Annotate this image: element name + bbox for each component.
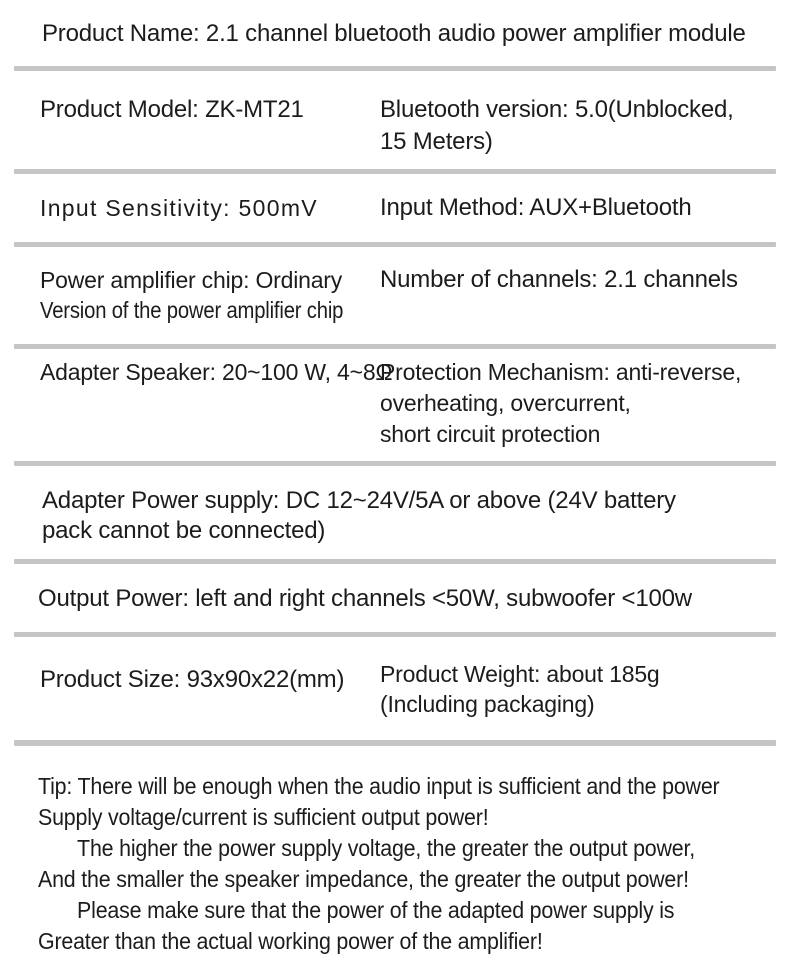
product-weight-line1: Product Weight: about 185g xyxy=(380,661,660,687)
cell-input-sensitivity xyxy=(40,174,318,224)
row-product-name xyxy=(0,0,790,66)
input-sensitivity-text: Input Sensitivity: 500mV xyxy=(40,195,318,221)
tip-line1: Tip: There will be enough when the audio input is sufficient and the power xyxy=(38,773,720,799)
output-power-text: Output Power: left and right channels <50W, subwoofer <100w xyxy=(38,584,692,612)
bluetooth-version-line1: Bluetooth version: 5.0(Unblocked, xyxy=(380,96,734,123)
power-supply-line2: pack cannot be connected) xyxy=(42,517,326,544)
cell-protection-mechanism xyxy=(380,349,741,450)
adapter-speaker-text: Adapter Speaker: 20~100 W, 4~8Ω xyxy=(40,359,393,385)
cell-amp-chip xyxy=(40,247,385,325)
row-power-supply xyxy=(0,466,790,559)
row-amp-chip-and-channels xyxy=(0,247,790,344)
protection-line2: overheating, overcurrent, xyxy=(380,390,631,416)
tip-line3: The higher the power supply voltage, the greater the output power, xyxy=(77,835,696,861)
product-name-text: Product Name: 2.1 channel bluetooth audio power amplifier module xyxy=(42,19,746,47)
cell-product-size xyxy=(40,637,344,695)
tip-line5: Please make sure that the power of the adapted power supply is xyxy=(77,897,675,923)
row-speaker-and-protection xyxy=(0,349,790,461)
amp-chip-line2: Version of the power amplifier chip xyxy=(40,297,344,323)
product-size-text: Product Size: 93x90x22(mm) xyxy=(40,666,345,693)
input-method-text: Input Method: AUX+Bluetooth xyxy=(380,194,692,221)
cell-input-method xyxy=(380,174,692,224)
product-model-text: Product Model: ZK-MT21 xyxy=(40,96,304,123)
tip-line6: Greater than the actual working power of the amplifier! xyxy=(38,928,543,954)
protection-line3: short circuit protection xyxy=(380,421,601,447)
cell-adapter-speaker xyxy=(40,349,392,388)
cell-product-weight xyxy=(380,637,660,719)
power-supply-line1: Adapter Power supply: DC 12~24V/5A or above (24V battery xyxy=(42,487,676,514)
protection-line1: Protection Mechanism: anti-reverse, xyxy=(380,359,742,385)
row-model-and-bluetooth xyxy=(0,71,790,169)
amp-chip-line1: Power amplifier chip: Ordinary xyxy=(40,267,343,293)
tip-line4: And the smaller the speaker impedance, the greater the output power! xyxy=(38,866,689,892)
product-weight-line2: (Including packaging) xyxy=(380,691,595,717)
cell-product-model xyxy=(40,71,304,126)
cell-number-of-channels xyxy=(380,247,738,295)
tip-section xyxy=(0,746,790,975)
tip-line2: Supply voltage/current is sufficient output power! xyxy=(38,804,489,830)
number-of-channels-text: Number of channels: 2.1 channels xyxy=(380,266,738,293)
row-output-power xyxy=(0,564,790,632)
row-size-and-weight xyxy=(0,637,790,740)
bluetooth-version-line2: 15 Meters) xyxy=(380,128,493,155)
row-input-sensitivity-and-method xyxy=(0,174,790,242)
cell-bluetooth-version xyxy=(380,71,734,158)
